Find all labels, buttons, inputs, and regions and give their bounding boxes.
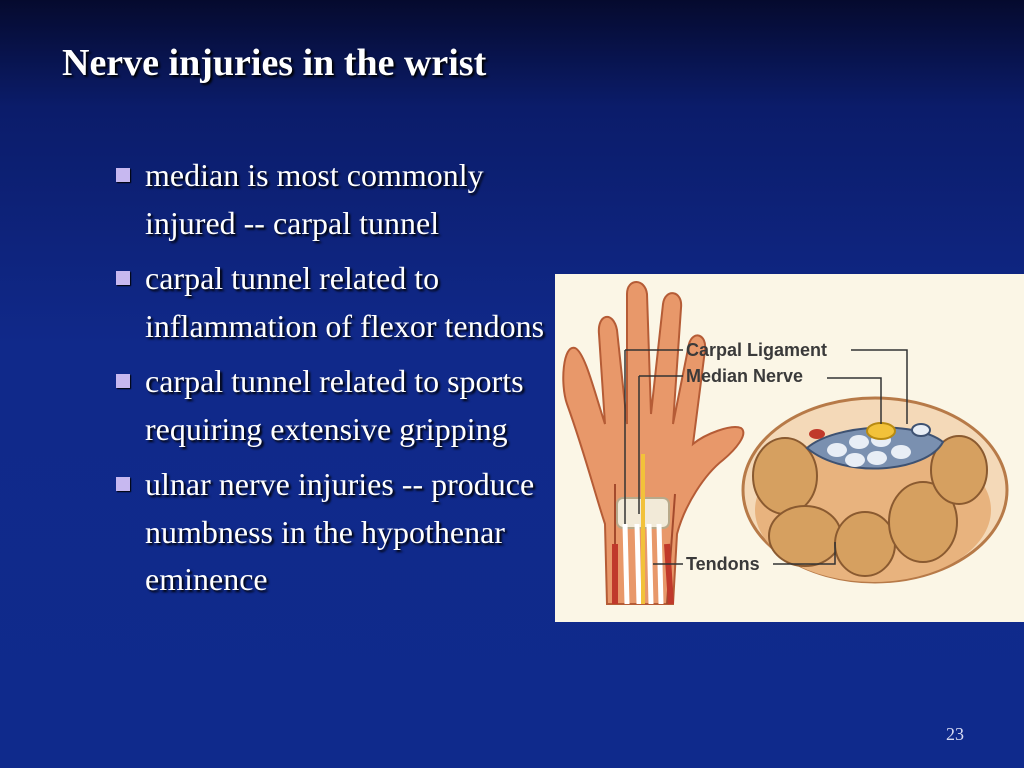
slide-title: Nerve injuries in the wrist bbox=[62, 42, 487, 84]
bullet-text: carpal tunnel related to inflammation of flexor tendons bbox=[145, 260, 545, 344]
tendons-label: Tendons bbox=[686, 554, 760, 574]
bullet-text: carpal tunnel related to sports requiring extensive gripping bbox=[145, 363, 524, 447]
bullet-item bbox=[112, 255, 552, 350]
wrist-anatomy-figure bbox=[555, 274, 1024, 622]
square-bullet-icon bbox=[116, 168, 130, 182]
square-bullet-icon bbox=[116, 374, 130, 388]
wrist-anatomy-illustration bbox=[555, 274, 1024, 622]
median-nerve-label: Median Nerve bbox=[686, 366, 804, 386]
bullet-item bbox=[112, 461, 552, 604]
bullet-text: median is most commonly injured -- carpal tunnel bbox=[145, 157, 484, 241]
bullet-item bbox=[112, 152, 552, 247]
bullet-text: ulnar nerve injuries -- produce numbness in the hypothenar eminence bbox=[145, 466, 535, 597]
bullet-list bbox=[112, 152, 552, 612]
square-bullet-icon bbox=[116, 477, 130, 491]
slide-number: 23 bbox=[946, 724, 964, 744]
carpal-ligament-label: Carpal Ligament bbox=[686, 340, 828, 360]
bullet-item bbox=[112, 358, 552, 453]
carpal-tunnel-cross-section bbox=[743, 398, 1007, 582]
square-bullet-icon bbox=[116, 271, 130, 285]
